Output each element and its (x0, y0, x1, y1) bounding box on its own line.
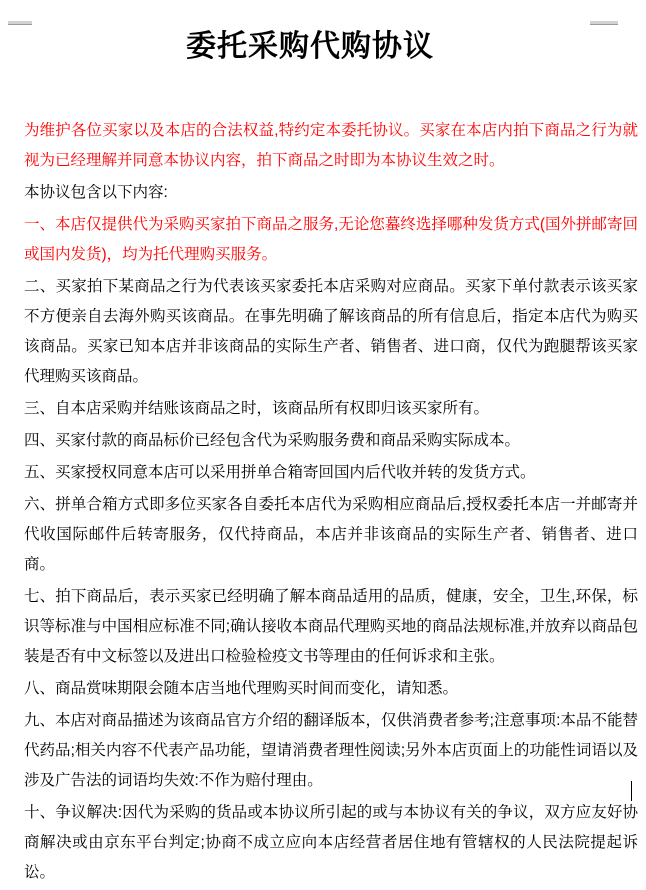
paragraph-clause-6: 六、拼单合箱方式即多位买家各自委托本店代为采购相应商品后,授权委托本店一并邮寄并代收国际邮件后转寄服务，仅代持商品，本店并非该商品的实际生产者、销售者、进口商。 (24, 496, 638, 573)
page-title: 委托采购代购协议 (186, 30, 434, 63)
paragraph-clause-4: 四、买家付款的商品标价已经包含代为采购服务费和商品采购实际成本。 (24, 432, 521, 449)
top-edge-fragment-left (8, 21, 32, 25)
paragraph-clause-8: 八、商品赏味期限会随本店当地代理购买时间而变化，请知悉。 (24, 680, 459, 697)
top-edge-fragment-right (590, 21, 618, 25)
text-cursor (631, 781, 632, 801)
paragraph-clause-5: 五、买家授权同意本店可以采用拼单合箱寄回国内后代收并转的发货方式。 (24, 464, 536, 481)
agreement-page (0, 21, 646, 881)
paragraph-clause-1: 一、本店仅提供代为采购买家拍下商品之服务,无论您蟇终选择哪种发货方式(国外拼邮寄回或国内发货)，均为托代理购买服务。 (24, 216, 638, 263)
paragraph-clause-2: 二、买家拍下某商品之行为代表该买家委托本店采购对应商品。买家下单付款表示该买家不方便亲自去海外购买该商品。在事先明确了解该商品的所有信息后，指定本店代为购买该商品。买家已知本店并非该商品的实际生产者、销售者、进口商，仅代为跑腿帮该买家代理购买该商品。 (24, 278, 638, 385)
paragraph-contents-lead: 本协议包含以下内容: (24, 184, 168, 201)
paragraph-clause-3: 三、自本店采购并结账该商品之时，该商品所有权即归该买家所有。 (24, 400, 490, 417)
paragraph-intro: 为维护各位买家以及本店的合法权益,特约定本委托协议。买家在本店内拍下商品之行为就视为已经理解并同意本协议内容，拍下商品之时即为本协议生效之时。 (24, 122, 638, 169)
agreement-body (24, 116, 638, 890)
paragraph-clause-10: 十、争议解决:因代为采购的货品或本协议所引起的或与本协议有关的争议，双方应友好协商解决或由京东平台判定;协商不成立应向本店经营者居住地有管辖权的人民法院提起诉讼。 (24, 804, 638, 881)
paragraph-clause-7: 七、拍下商品后，表示买家已经明确了解本商品适用的品质，健康，安全，卫生,环保，标识等标准与中国相应标准不同;确认接收本商品代理购买地的商品法规标准,并放弃以商品包装是否有中文标签以及进出口检验检疫文书等理由的任何诉求和主张。 (24, 588, 638, 665)
paragraph-clause-9: 九、本店对商品描述为该商品官方介绍的翻译版本，仅供消费者参考;注意事项:本品不能替代药品;相关内容不代表产品功能，望请消费者理性阅读;另外本店页面上的功能性词语以及涉及广告法的词语均失效:不作为赔付理由。 (24, 712, 638, 789)
